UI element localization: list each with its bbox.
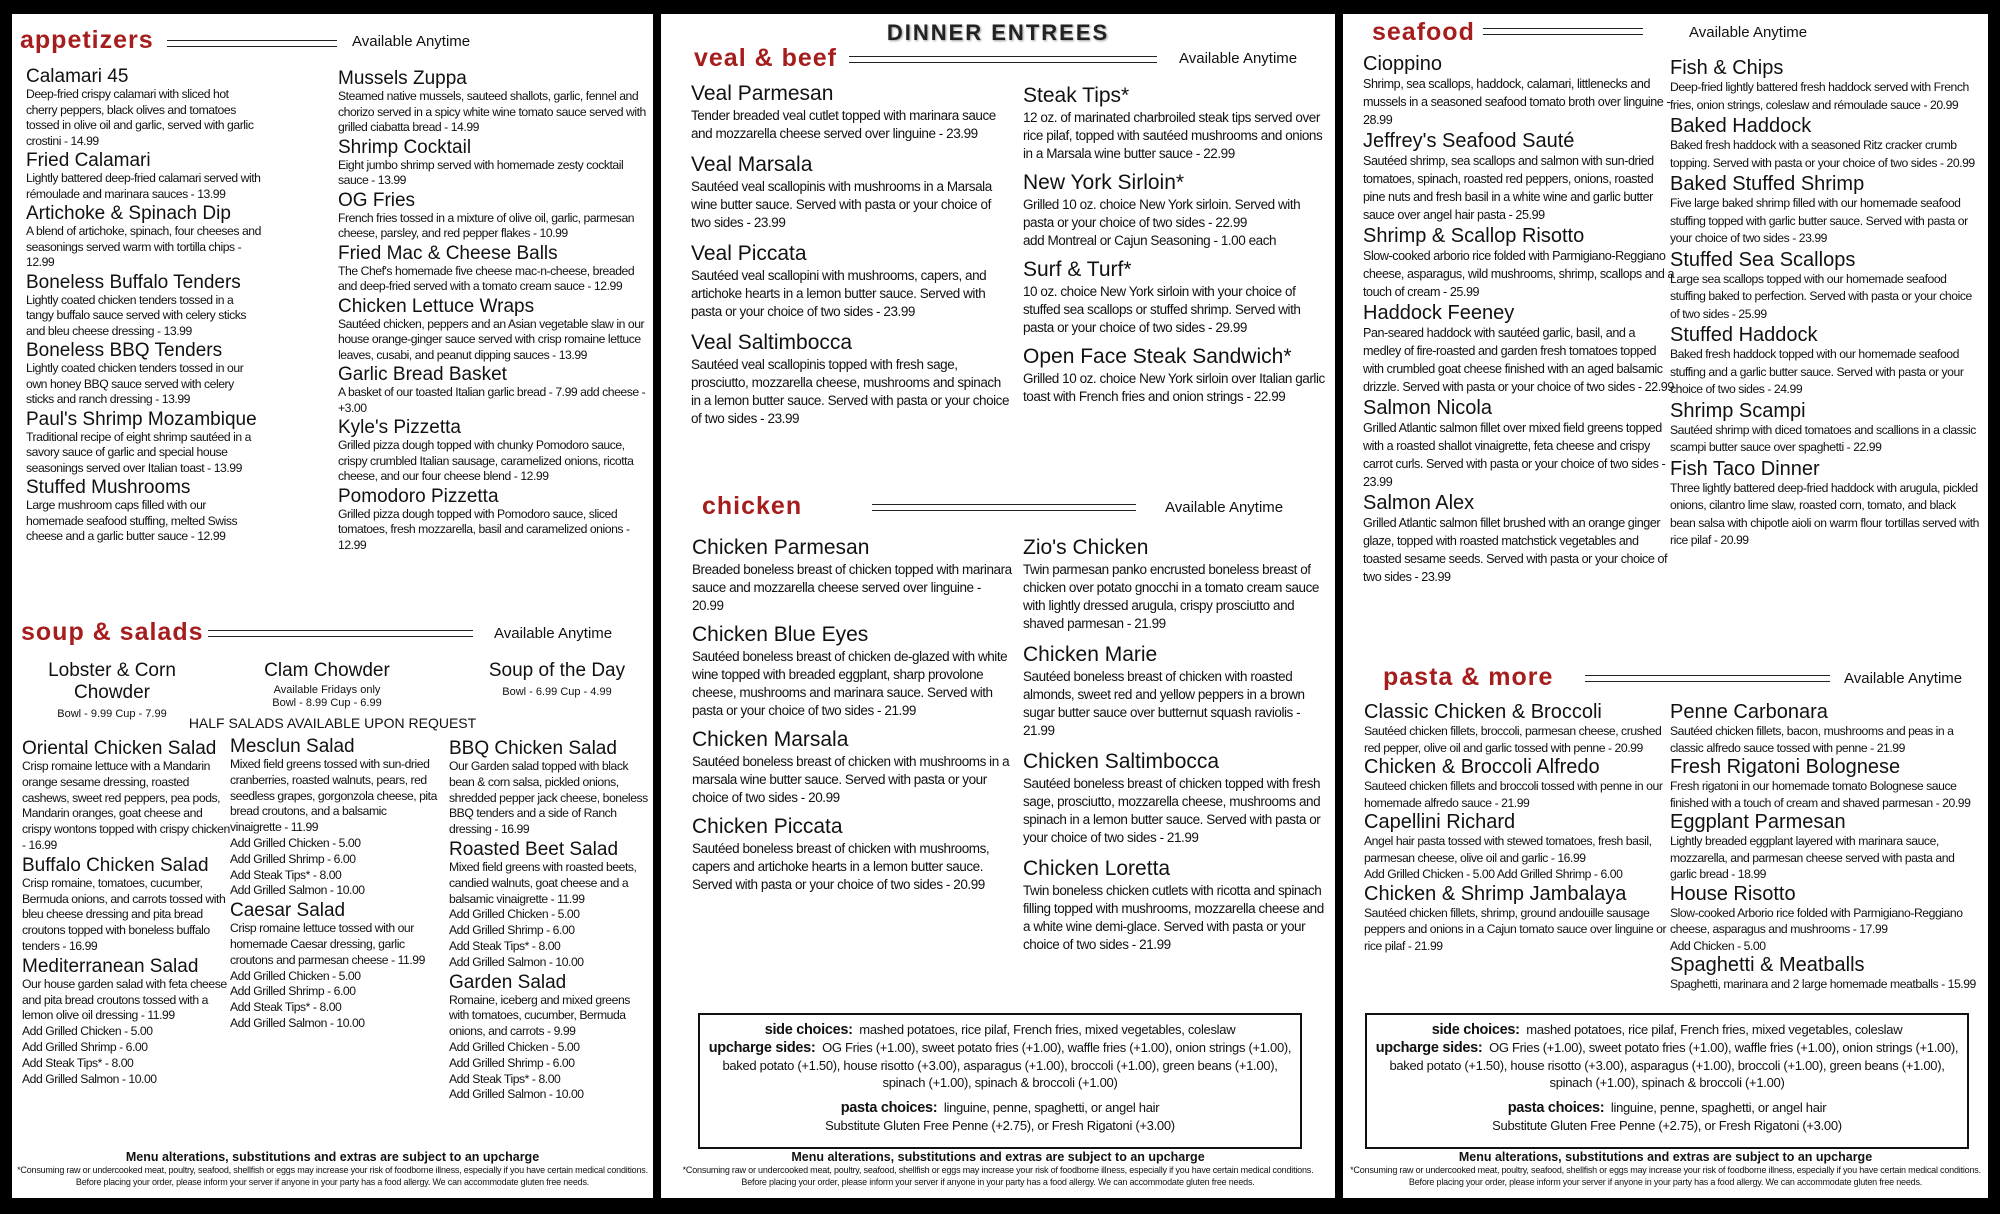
menu-item	[692, 621, 1012, 720]
addon-option: Add Steak Tips* - 8.00	[22, 1055, 134, 1070]
section-rule	[1483, 28, 1643, 35]
menu-item-name: Penne Carbonara	[1670, 701, 1828, 723]
menu-item	[1670, 702, 1982, 756]
menu-item-name: Fried Mac & Cheese Balls	[338, 242, 558, 264]
footer	[12, 1150, 653, 1188]
addon-option: Add Grilled Salmon - 10.00	[230, 883, 365, 898]
menu-item-description: Three lightly battered deep-fried haddock with arugula, pickled onions, cilantro lime slaw, roasted corn, tomato, and black bean salsa with chipotle aioli on warm flour tortillas served with rice pilaf - 20.99	[1670, 480, 1979, 547]
appetizers-left-column	[26, 66, 261, 546]
menu-item-description: French fries tossed in a mixture of olive oil, garlic, parmesan cheese, parsley, and red pepper flakes - 10.99	[338, 210, 635, 240]
menu-item-description: Sautéed boneless breast of chicken topped with fresh sage, prosciutto, mozzarella cheese, mushrooms and spinach in a lemon butter sauce. Served with pasta or your choice of two sides - 21.99	[1023, 776, 1321, 845]
menu-item-name: Shrimp Cocktail	[338, 136, 472, 158]
menu-item	[1363, 226, 1675, 301]
menu-item-name: Baked Haddock	[1670, 115, 1812, 137]
pasta-right-column	[1670, 702, 1982, 994]
section-rule	[849, 56, 1157, 63]
side-choices-line	[700, 1021, 1300, 1039]
addon-option: Add Grilled Chicken - 5.00	[230, 835, 361, 850]
menu-item	[1670, 812, 1982, 883]
menu-item-description: Pan-seared haddock with sautéed garlic, basil, and a medley of fire-roasted and garden fresh tomatoes topped with crumbled goat cheese finished with an aged balsamic drizzle. Served with pasta or your choice of two sides - 22.99	[1363, 326, 1674, 394]
menu-item-description: Slow-cooked arborio rice folded with Parmigiano-Reggiano cheese, asparagus, wild mushrooms, shrimp, scallops and a touch of cream - 25.99	[1363, 249, 1675, 299]
chicken-title: chicken	[702, 492, 803, 520]
menu-item-name: Paul's Shrimp Mozambique	[26, 408, 257, 430]
menu-item-name: Stuffed Mushrooms	[26, 477, 191, 498]
addon-option: Add Grilled Shrimp - 6.00	[449, 923, 575, 938]
soup-availability: Available Fridays only	[273, 684, 381, 696]
menu-item-description: Large mushroom caps filled with our homemade seafood stuffing, melted Swiss cheese and a garlic butter sauce - 12.99	[26, 498, 238, 543]
menu-item-name: OG Fries	[338, 189, 416, 211]
menu-item-description: Spaghetti, marinara and 2 large homemade meatballs - 15.99	[1670, 977, 1976, 991]
side-choices-text: mashed potatoes, rice pilaf, French fries, mixed vegetables, coleslaw	[859, 1022, 1236, 1037]
menu-item-name: Open Face Steak Sandwich*	[1023, 345, 1292, 368]
menu-item	[22, 956, 232, 1088]
menu-item-name: Stuffed Sea Scallops	[1670, 248, 1856, 271]
menu-item-name: Chicken Parmesan	[692, 536, 870, 559]
menu-item-description: Twin boneless chicken cutlets with ricotta and spinach filling topped with mushrooms, mozzarella cheese and a white wine demi-glace. Served with pasta or your choice of two sides - 21.99	[1023, 883, 1324, 952]
soup-clam	[252, 660, 402, 710]
addon-option: Add Grilled Salmon - 10.00	[230, 1015, 365, 1030]
addon-option: Add Grilled Shrimp - 6.00	[449, 1055, 575, 1070]
menu-item	[338, 417, 648, 485]
menu-item-name: Fish & Chips	[1670, 57, 1784, 79]
veal-left-column	[691, 80, 1011, 436]
menu-item	[338, 190, 648, 242]
pasta-title: pasta & more	[1383, 663, 1554, 691]
addon-option: Add Grilled Shrimp - 6.00	[22, 1039, 148, 1054]
seafood-left-column	[1363, 54, 1675, 588]
soup-name: Clam Chowder	[264, 660, 390, 681]
menu-item-name: Caesar Salad	[230, 900, 346, 922]
pasta-substitute: Substitute Gluten Free Penne (+2.75), or Fresh Rigatoni (+3.00)	[1492, 1118, 1842, 1133]
pasta-choices-line	[700, 1099, 1300, 1117]
menu-item-description: Fresh rigatoni in our homemade tomato Bolognese sauce finished with a touch of cream and shaved parmesan - 20.99	[1670, 779, 1971, 810]
veal-title: veal & beef	[694, 44, 838, 72]
menu-item-name: Chicken Marie	[1023, 643, 1158, 666]
menu-item	[692, 534, 1012, 615]
menu-item	[26, 150, 261, 202]
soup-price: Bowl - 6.99 Cup - 4.99	[502, 686, 612, 698]
footer-allergy-note: Before placing your order, please inform your server if anyone in your party has a food allergy. We can accommodate gluten free needs.	[75, 1177, 590, 1187]
addon-option: Add Grilled Shrimp - 6.00	[230, 984, 356, 999]
menu-item-name: Chicken & Broccoli Alfredo	[1364, 756, 1600, 778]
soups-title: soup & salads	[21, 618, 204, 646]
addon-option: Add Steak Tips* - 8.00	[449, 938, 561, 953]
menu-item-name: Haddock Feeney	[1363, 302, 1515, 324]
entrees-panel	[661, 14, 1335, 1198]
pasta-choices-text: linguine, penne, spaghetti, or angel hair	[1610, 1100, 1827, 1115]
menu-item-description: Our Garden salad topped with black bean & corn salsa, pickled onions, shredded pepper jack cheese, boneless BBQ tenders and a side of Ranch dressing - 16.99	[449, 759, 648, 837]
choices-box	[1365, 1013, 1969, 1149]
choices-box	[698, 1013, 1302, 1149]
menu-item-description: Grilled pizza dough topped with chunky Pomodoro sauce, crispy crumbled Italian sausage, caramelized onions, ricotta cheese, and our four cheese blend - 12.99	[338, 438, 634, 483]
menu-item-name: Garden Salad	[449, 971, 567, 993]
menu-item-description: Sautéed veal scallopini with mushrooms, capers, and artichoke hearts in a lemon butter sauce. Served with pasta or your choice of two sides - 23.99	[691, 268, 987, 319]
menu-item-name: Fried Calamari	[26, 150, 151, 171]
pasta-substitute: Substitute Gluten Free Penne (+2.75), or Fresh Rigatoni (+3.00)	[825, 1118, 1175, 1133]
menu-item	[1363, 398, 1675, 491]
menu-item	[1023, 641, 1328, 740]
menu-item-description: Sautéed boneless breast of chicken with mushrooms, capers and artichoke hearts in a lemon butter sauce. Served with pasta or your choice of two sides - 20.99	[692, 841, 990, 892]
soups-availability: Available Anytime	[494, 625, 613, 642]
menu-item	[338, 296, 648, 364]
menu-item	[1670, 58, 1982, 114]
menu-item-name: Chicken Marsala	[692, 728, 849, 751]
menu-item	[1364, 812, 1674, 883]
addon-option: Add Grilled Chicken - 5.00	[449, 1039, 580, 1054]
menu-item	[22, 738, 232, 854]
menu-item-description: Lightly coated chicken tenders tossed in a tangy buffalo sauce served with celery sticks and bleu cheese dressing - 13.99	[26, 292, 247, 338]
menu-item-description: Crisp romaine, tomatoes, cucumber, Bermuda onions, and carrots tossed with bleu cheese dressing and pita bread croutons topped with boneless buffalo tenders - 16.99	[22, 875, 226, 953]
menu-item-description: Lightly coated chicken tenders tossed in our own honey BBQ sauce served with celery sticks and ranch dressing - 13.99	[26, 361, 244, 406]
side-choices-label: side choices:	[764, 1022, 853, 1038]
menu-item-description: Baked fresh haddock with a seasoned Ritz cracker crumb topping. Served with pasta or your choice of two sides - 20.99	[1670, 138, 1975, 170]
menu-item-description: Mixed field greens with roasted beets, candied walnuts, goat cheese and a balsamic vinaigrette - 11.99	[449, 859, 637, 906]
menu-item	[692, 726, 1012, 807]
menu-item-description: Sautéed chicken fillets, shrimp, ground andouille sausage peppers and onions in a Cajun tomato sauce over linguine or rice pilaf - 21.99	[1364, 905, 1667, 953]
menu-item	[1023, 169, 1328, 250]
menu-item-description: 12 oz. of marinated charbroiled steak tips served over rice pilaf, topped with sautéed mushrooms and onions in a Marsala wine butter sauce - 22.99	[1023, 110, 1323, 161]
seafood-title: seafood	[1372, 18, 1475, 46]
menu-item-name: Boneless Buffalo Tenders	[26, 271, 241, 293]
upcharge-sides-line	[700, 1039, 1300, 1091]
menu-item-name: Veal Marsala	[691, 153, 813, 176]
menu-item-name: Mussels Zuppa	[338, 68, 467, 89]
soup-price: Bowl - 8.99 Cup - 6.99	[272, 697, 382, 709]
menu-item	[692, 813, 1012, 894]
menu-item-description: A basket of our toasted Italian garlic bread - 7.99 add cheese - +3.00	[338, 385, 646, 415]
menu-item-name: Eggplant Parmesan	[1670, 811, 1846, 833]
menu-item-description: Sautéed boneless breast of chicken de-glazed with white wine topped with breaded eggplant, sharp provolone cheese, mushrooms and marinara sauce. Served with pasta or your choice of two sides - 21.99	[692, 649, 1008, 718]
menu-item	[691, 240, 1011, 321]
pasta-choices-line	[1367, 1099, 1967, 1117]
menu-item	[22, 855, 232, 955]
menu-item-name: Fish Taco Dinner	[1670, 457, 1820, 480]
menu-item	[1670, 955, 1982, 993]
menu-item-description: Sautéed boneless breast of chicken with roasted almonds, sweet red and yellow peppers in a brown sugar butter sauce over butternut squash raviolis - 21.99	[1023, 669, 1305, 738]
menu-item-description: Sautéed shrimp with diced tomatoes and scallions in a classic scampi butter sauce over spaghetti - 22.99	[1670, 422, 1976, 454]
footer-allergy-note: Before placing your order, please inform your server if anyone in your party has a food allergy. We can accommodate gluten free needs.	[741, 1177, 1255, 1187]
footer-consumer-advisory: *Consuming raw or undercooked meat, poultry, seafood, shellfish or eggs may increase your risk of foodborne illness, especially if you have certain medical conditions.	[17, 1165, 648, 1175]
soup-lobster	[12, 660, 212, 721]
menu-item-name: Salmon Nicola	[1363, 397, 1492, 419]
side-choices-label: side choices:	[1431, 1022, 1520, 1038]
side-choices-line	[1367, 1021, 1967, 1039]
menu-item-name: Pomodoro Pizzetta	[338, 485, 499, 507]
menu-item-description: Lightly battered deep-fried calamari served with rémoulade and marinara sauces - 13.99	[26, 171, 261, 201]
upcharge-sides-label: upcharge sides:	[1375, 1040, 1483, 1056]
menu-item	[1670, 884, 1982, 955]
appetizers-title: appetizers	[20, 26, 154, 54]
section-rule	[167, 40, 337, 47]
half-salads-note: HALF SALADS AVAILABLE UPON REQUEST	[188, 715, 477, 731]
menu-item-name: Kyle's Pizzetta	[338, 417, 461, 438]
menu-item-name: Chicken Blue Eyes	[692, 623, 869, 646]
pasta-left-column	[1364, 702, 1674, 955]
menu-item-description: Sautéed chicken fillets, bacon, mushrooms and peas in a classic alfredo sauce tossed with penne - 21.99	[1670, 724, 1954, 755]
menu-item-description: Grilled 10 oz. choice New York sirloin. Served with pasta or your choice of two sides - 22.99 add Montreal or Cajun Seasoning - 1.00 each	[1023, 197, 1301, 248]
menu-item	[230, 900, 440, 1032]
menu-item-description: Baked fresh haddock topped with our homemade seafood stuffing and a garlic butter sauce. Served with pasta or your choice of two sides - 24.99	[1670, 347, 1964, 396]
menu-item	[449, 738, 649, 838]
addon-option: Add Grilled Shrimp - 6.00	[230, 851, 356, 866]
menu-item-description: Shrimp, sea scallops, haddock, calamari, littlenecks and mussels in a seasoned seafood tomato broth over linguine - 28.99	[1363, 77, 1671, 127]
menu-item-name: Chicken Lettuce Wraps	[338, 295, 535, 317]
salads-column-3	[449, 738, 649, 1104]
menu-item-description: Five large baked shrimp filled with our homemade seafood stuffing topped with garlic butter sauce. Served with pasta or your choice of two sides - 23.99	[1670, 196, 1968, 245]
menu-item-name: Veal Parmesan	[691, 82, 834, 105]
menu-item-description: Deep-fried crispy calamari with sliced hot cherry peppers, black olives and tomatoes tossed in olive oil and garlic, served with garlic crostini - 14.99	[26, 87, 254, 148]
menu-item-description: Tender breaded veal cutlet topped with marinara sauce and mozzarella cheese served over linguine - 23.99	[691, 108, 996, 141]
upcharge-sides-label: upcharge sides:	[708, 1040, 816, 1056]
menu-item-description: Breaded boneless breast of chicken topped with marinara sauce and mozzarella cheese served over linguine - 20.99	[692, 562, 1012, 613]
addon-option: Add Grilled Chicken - 5.00	[449, 907, 580, 922]
footer-upcharge-note: Menu alterations, substitutions and extras are subject to an upcharge	[1458, 1150, 1873, 1164]
menu-item-name: Oriental Chicken Salad	[22, 738, 217, 759]
menu-item	[1670, 174, 1982, 248]
menu-item-name: Veal Saltimbocca	[691, 331, 853, 354]
side-choices-text: mashed potatoes, rice pilaf, French fries, mixed vegetables, coleslaw	[1526, 1022, 1903, 1037]
menu-item-description: Eight jumbo shrimp served with homemade zesty cocktail sauce - 13.99	[338, 157, 624, 187]
menu-item-name: House Risotto	[1670, 882, 1796, 905]
menu-item-name: Roasted Beet Salad	[449, 838, 619, 860]
addon-option: Add Steak Tips* - 8.00	[230, 867, 342, 882]
section-rule	[872, 504, 1136, 511]
menu-item	[1670, 116, 1982, 172]
appetizers-availability: Available Anytime	[352, 33, 471, 50]
menu-item	[1363, 303, 1675, 396]
menu-item-description: Crisp romaine lettuce tossed with our homemade Caesar dressing, garlic croutons and parmesan cheese - 11.99	[230, 921, 425, 967]
seafood-availability: Available Anytime	[1689, 24, 1808, 41]
menu-item	[1670, 459, 1982, 550]
footer-allergy-note: Before placing your order, please inform your server if anyone in your party has a food allergy. We can accommodate gluten free needs.	[1408, 1177, 1923, 1187]
menu-item-description: Grilled Atlantic salmon fillet over mixed field greens topped with a roasted shallot vinaigrette, feta cheese and crispy carrot curls. Served with pasta or your choice of two sides - 23.99	[1363, 421, 1666, 489]
dinner-entrees-title: DINNER ENTREES	[886, 20, 1110, 45]
soup-name: Lobster & Corn Chowder	[48, 660, 176, 703]
menu-item	[691, 80, 1011, 143]
pasta-availability: Available Anytime	[1844, 670, 1963, 687]
addon-option: Add Grilled Salmon - 10.00	[449, 954, 584, 969]
upcharge-sides-text: OG Fries (+1.00), sweet potato fries (+1.00), waffle fries (+1.00), onion strings (+1.00), baked potato (+1.50), house risotto (+3.00), asparagus (+1.00), broccoli (+1.00), green beans (+1.00), spinach (+1.00), spinach & broccoli (+1.00)	[1389, 1040, 1959, 1090]
menu-item-name: Classic Chicken & Broccoli	[1364, 701, 1602, 723]
menu-item	[1023, 855, 1328, 954]
menu-item-name: Spaghetti & Meatballs	[1670, 954, 1865, 976]
menu-item-description: Angel hair pasta tossed with stewed tomatoes, fresh basil, parmesan cheese, olive oil and garlic - 16.99 Add Grilled Chicken - 5.00 Add Grilled Shrimp - 6.00	[1364, 834, 1652, 881]
bottom-border	[90, 1198, 2000, 1214]
addon-option: Add Grilled Salmon - 10.00	[449, 1087, 584, 1102]
upcharge-sides-line	[1367, 1039, 1967, 1091]
menu-item-name: Cioppino	[1363, 53, 1442, 75]
menu-item-name: Garlic Bread Basket	[338, 364, 507, 385]
menu-item	[338, 364, 648, 416]
menu-item	[691, 329, 1011, 428]
menu-item-name: Zio's Chicken	[1023, 536, 1149, 559]
menu-item-description: Sautéed veal scallopinis topped with fresh sage, prosciutto, mozzarella cheese, mushrooms and spinach in a lemon butter sauce. Served with pasta or your choice of two sides - 23.99	[691, 357, 1010, 426]
menu-item	[1023, 748, 1328, 847]
menu-item	[449, 972, 649, 1104]
pasta-choices-label: pasta choices:	[1507, 1100, 1605, 1116]
menu-item-name: Shrimp & Scallop Risotto	[1363, 225, 1585, 247]
menu-item	[449, 839, 649, 971]
menu-item	[338, 243, 648, 295]
menu-item	[1670, 325, 1982, 399]
menu-item-name: New York Sirloin*	[1023, 171, 1185, 194]
menu-item-description: A blend of artichoke, spinach, four cheeses and seasonings served warm with tortilla chips - 12.99	[26, 224, 261, 269]
menu-item-description: Large sea scallops topped with our homemade seafood stuffing baked to perfection. Served with pasta or your choice of two sides - 25.99	[1670, 271, 1972, 321]
addon-option: Add Steak Tips* - 8.00	[449, 1071, 561, 1086]
menu-item-description: Sautéed boneless breast of chicken with mushrooms in a marsala wine butter sauce. Served with pasta or your choice of two sides - 20.99	[692, 754, 1010, 805]
salads-column-2	[230, 736, 440, 1033]
footer-upcharge-note: Menu alterations, substitutions and extras are subject to an upcharge	[125, 1150, 540, 1164]
appetizers-right-column	[338, 68, 648, 554]
menu-item	[26, 477, 261, 545]
menu-item-name: Mediterranean Salad	[22, 955, 199, 977]
menu-item	[1023, 343, 1328, 406]
menu-item	[338, 486, 648, 554]
menu-item-description: Grilled Atlantic salmon fillet brushed with an orange ginger glaze, topped with roasted matchstick vegetables and toasted sesame seeds. Served with pasta or your choice of two sides - 23.99	[1363, 516, 1668, 584]
menu-item-name: Artichoke & Spinach Dip	[26, 203, 231, 224]
menu-item-description: Grilled 10 oz. choice New York sirloin over Italian garlic toast with French fries and onion strings - 22.99	[1023, 371, 1325, 404]
menu-item-description: Grilled pizza dough topped with Pomodoro sauce, sliced tomatoes, fresh mozzarella, basil and caramelized onions - 12.99	[338, 506, 630, 552]
menu-item	[230, 736, 440, 899]
menu-item-description: 10 oz. choice New York sirloin with your choice of stuffed sea scallops or stuffed shrimp. Served with pasta or your choice of two sides - 29.99	[1023, 284, 1301, 335]
menu-item	[1670, 757, 1982, 811]
menu-item-name: Boneless BBQ Tenders	[26, 340, 223, 361]
menu-item	[26, 409, 261, 477]
menu-item	[1023, 82, 1328, 163]
veal-availability: Available Anytime	[1179, 50, 1298, 67]
section-rule	[208, 630, 473, 637]
menu-item-description: Sautéed veal scallopinis with mushrooms in a Marsala wine butter sauce. Served with pasta or your choice of two sides - 23.99	[691, 179, 992, 230]
menu-item-description: Crisp romaine lettuce with a Mandarin orange sesame dressing, roasted cashews, sweet red peppers, pea pods, Mandarin oranges, goat cheese and crispy wontons topped with crispy chicken - 16.99	[22, 759, 230, 852]
menu-item-description: The Chef's homemade five cheese mac-n-cheese, breaded and deep-fried served with a tomato cream sauce - 12.99	[338, 263, 635, 293]
menu-item-description: Our house garden salad with feta cheese and pita bread croutons tossed with a lemon olive oil dressing - 11.99	[22, 976, 227, 1023]
chicken-left-column	[692, 534, 1012, 900]
footer	[661, 1150, 1335, 1188]
addon-option: Add Steak Tips* - 8.00	[230, 1000, 342, 1015]
menu-item	[1364, 757, 1674, 811]
menu-item-description: Sauteed chicken fillets and broccoli tossed with penne in our homemade alfredo sauce - 21.99	[1364, 779, 1663, 810]
menu-item	[26, 203, 261, 271]
menu-item	[1363, 493, 1675, 586]
section-rule	[1585, 675, 1830, 682]
chicken-right-column	[1023, 534, 1328, 962]
menu-item	[1670, 250, 1982, 324]
menu-item	[26, 272, 261, 340]
menu-item-name: Chicken & Shrimp Jambalaya	[1364, 882, 1627, 905]
seafood-right-column	[1670, 58, 1982, 552]
menu-item-description: Deep-fried lightly battered fresh haddock served with French fries, onion strings, coleslaw and rémoulade sauce - 20.99	[1670, 80, 1969, 112]
veal-right-column	[1023, 82, 1328, 412]
menu-item	[1670, 401, 1982, 457]
menu-item-name: Salmon Alex	[1363, 492, 1475, 514]
menu-item	[691, 151, 1011, 232]
footer-upcharge-note: Menu alterations, substitutions and extras are subject to an upcharge	[791, 1150, 1205, 1164]
menu-item-description: Traditional recipe of eight shrimp sautéed in a savory sauce of garlic and special house seasonings served over Italian toast - 13.99	[26, 429, 251, 475]
menu-item-description: Mixed field greens tossed with sun-dried cranberries, roasted walnuts, pears, red seedless grapes, gorgonzola cheese, pita bread croutons, and a balsamic vinaigrette - 11.99	[230, 757, 437, 835]
addon-option: Add Grilled Chicken - 5.00	[230, 968, 361, 983]
menu-item-description: Twin parmesan panko encrusted boneless breast of chicken over potato gnocchi in a tomato cream sauce with lightly dressed arugula, crispy prosciutto and shaved parmesan - 21.99	[1023, 562, 1319, 631]
addon-option: Add Grilled Salmon - 10.00	[22, 1071, 157, 1086]
menu-item-name: Veal Piccata	[691, 242, 807, 265]
menu-item-name: Chicken Saltimbocca	[1023, 750, 1220, 773]
menu-item-description: Steamed native mussels, sauteed shallots, garlic, fennel and chorizo served in a spicy white wine tomato sauce served with grilled ciabatta bread - 14.99	[338, 89, 646, 134]
menu-item	[338, 137, 648, 189]
soup-name: Soup of the Day	[488, 660, 626, 681]
seafood-panel	[1343, 14, 1988, 1198]
footer-consumer-advisory: *Consuming raw or undercooked meat, poultry, seafood, shellfish or eggs may increase your risk of foodborne illness, especially if you have certain medical conditions.	[1350, 1165, 1981, 1175]
menu-item	[338, 68, 648, 136]
upcharge-sides-text: OG Fries (+1.00), sweet potato fries (+1.00), waffle fries (+1.00), onion strings (+1.00), baked potato (+1.50), house risotto (+3.00), asparagus (+1.00), broccoli (+1.00), green beans (+1.00), spinach (+1.00), spinach & broccoli (+1.00)	[722, 1040, 1292, 1090]
menu-item-name: Buffalo Chicken Salad	[22, 854, 209, 876]
menu-item-name: Mesclun Salad	[230, 736, 355, 757]
menu-item-name: BBQ Chicken Salad	[449, 738, 617, 759]
menu-item-description: Romaine, iceberg and mixed greens with tomatoes, cucumber, Bermuda onions, and carrots - 9.99	[449, 992, 630, 1039]
menu-item-description: Sautéed chicken, peppers and an Asian vegetable slaw in our house orange-ginger sauce served with crisp romaine lettuce leaves, cusabi, and peanut dipping sauces - 13.99	[338, 316, 645, 362]
menu-item-name: Fresh Rigatoni Bolognese	[1670, 756, 1901, 778]
menu-item-description: Slow-cooked Arborio rice folded with Parmigiano-Reggiano cheese, asparagus and mushrooms - 17.99 Add Chicken - 5.00	[1670, 905, 1963, 953]
menu-item-description: Sautéed chicken fillets, broccoli, parmesan cheese, crushed red pepper, olive oil and garlic tossed with penne - 20.99	[1364, 724, 1662, 755]
menu-item	[1364, 702, 1674, 756]
menu-item-description: Sautéed shrimp, sea scallops and salmon with sun-dried tomatoes, spinach, roasted red peppers, onions, roasted pine nuts and fresh basil in a white wine and garlic butter sauce over angel hair pasta - 25.99	[1363, 154, 1654, 222]
menu-item	[26, 340, 261, 408]
pasta-choices-label: pasta choices:	[840, 1100, 938, 1116]
chicken-availability: Available Anytime	[1165, 499, 1284, 516]
menu-item	[26, 66, 261, 149]
menu-item-name: Jeffrey's Seafood Sauté	[1363, 130, 1575, 152]
menu-item-name: Capellini Richard	[1364, 811, 1516, 833]
menu-item	[1364, 884, 1674, 955]
footer	[1343, 1150, 1988, 1188]
menu-item	[1363, 54, 1675, 129]
footer-consumer-advisory: *Consuming raw or undercooked meat, poultry, seafood, shellfish or eggs may increase your risk of foodborne illness, especially if you have certain medical conditions.	[682, 1165, 1314, 1175]
menu-item	[1023, 256, 1328, 337]
salads-column-1	[22, 738, 232, 1088]
pasta-choices-text: linguine, penne, spaghetti, or angel hair	[943, 1100, 1160, 1115]
menu-item-name: Baked Stuffed Shrimp	[1670, 173, 1865, 195]
menu-item-name: Shrimp Scampi	[1670, 399, 1806, 422]
appetizers-panel	[12, 14, 653, 1198]
addon-option: Add Grilled Chicken - 5.00	[22, 1024, 153, 1039]
soup-price: Bowl - 9.99 Cup - 7.99	[57, 708, 167, 720]
menu-item-description: Lightly breaded eggplant layered with marinara sauce, mozzarella, and parmesan cheese served with pasta and garlic bread - 18.99	[1670, 834, 1955, 881]
menu-item-name: Surf & Turf*	[1023, 258, 1132, 281]
menu-item	[1023, 534, 1328, 633]
menu-item-name: Chicken Piccata	[692, 815, 843, 838]
soup-of-the-day	[467, 660, 647, 699]
menu-item-name: Calamari 45	[26, 66, 129, 87]
menu-item-name: Steak Tips*	[1023, 84, 1130, 107]
menu-item-name: Chicken Loretta	[1023, 857, 1171, 880]
menu-item	[1363, 131, 1675, 224]
menu-item-name: Stuffed Haddock	[1670, 324, 1818, 346]
